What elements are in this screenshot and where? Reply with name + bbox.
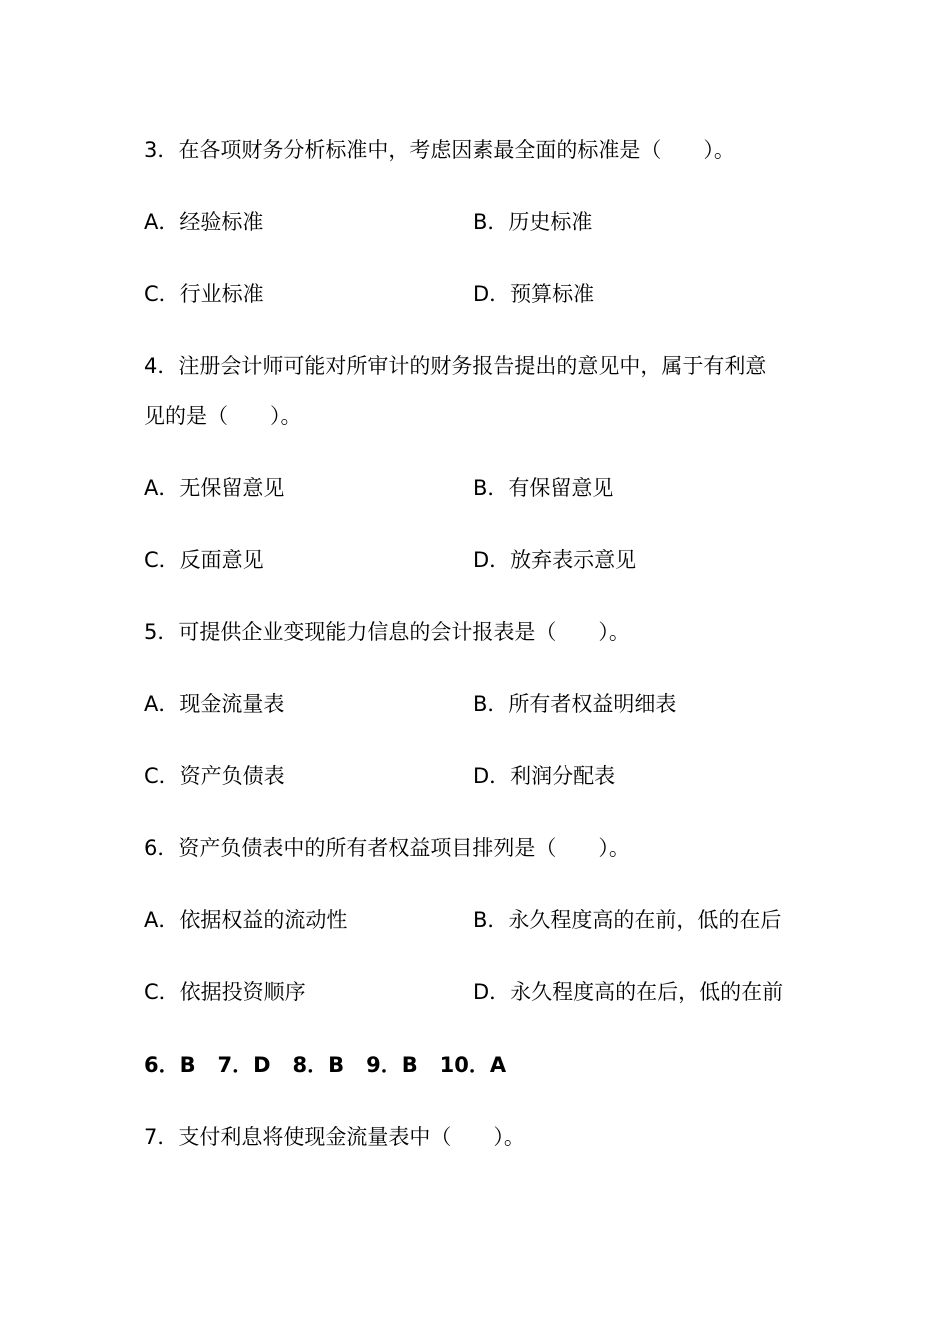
- question-6-option-c: C．依据投资顺序: [144, 980, 306, 1004]
- question-5-stem: 5．可提供企业变现能力信息的会计报表是（ ）。: [144, 620, 630, 644]
- question-6-option-d: D．永久程度高的在后，低的在前: [473, 980, 784, 1004]
- question-4-stem-line-1: 4．注册会计师可能对所审计的财务报告提出的意见中，属于有利意: [144, 354, 767, 378]
- question-7-stem: 7．支付利息将使现金流量表中（ ）。: [144, 1125, 525, 1149]
- question-4-option-a: A．无保留意见: [144, 476, 285, 500]
- answer-key: 6．B 7．D 8．B 9．B 10．A: [144, 1053, 507, 1077]
- question-4-option-d: D．放弃表示意见: [473, 548, 637, 572]
- question-3-option-d: D．预算标准: [473, 282, 595, 306]
- question-5-option-a: A．现金流量表: [144, 692, 285, 716]
- question-4-stem-line-2: 见的是（ ）。: [144, 404, 302, 428]
- question-5-option-d: D．利润分配表: [473, 764, 616, 788]
- question-6-option-b: B．永久程度高的在前，低的在后: [473, 908, 782, 932]
- question-5-option-b: B．所有者权益明细表: [473, 692, 677, 716]
- question-3-stem: 3．在各项财务分析标准中，考虑因素最全面的标准是（ ）。: [144, 138, 735, 162]
- question-4-option-c: C．反面意见: [144, 548, 264, 572]
- question-6-option-a: A．依据权益的流动性: [144, 908, 348, 932]
- question-5-option-c: C．资产负债表: [144, 764, 285, 788]
- question-4-option-b: B．有保留意见: [473, 476, 614, 500]
- question-3-option-a: A．经验标准: [144, 210, 264, 234]
- question-6-stem: 6．资产负债表中的所有者权益项目排列是（ ）。: [144, 836, 630, 860]
- question-3-option-c: C．行业标准: [144, 282, 264, 306]
- question-3-option-b: B．历史标准: [473, 210, 593, 234]
